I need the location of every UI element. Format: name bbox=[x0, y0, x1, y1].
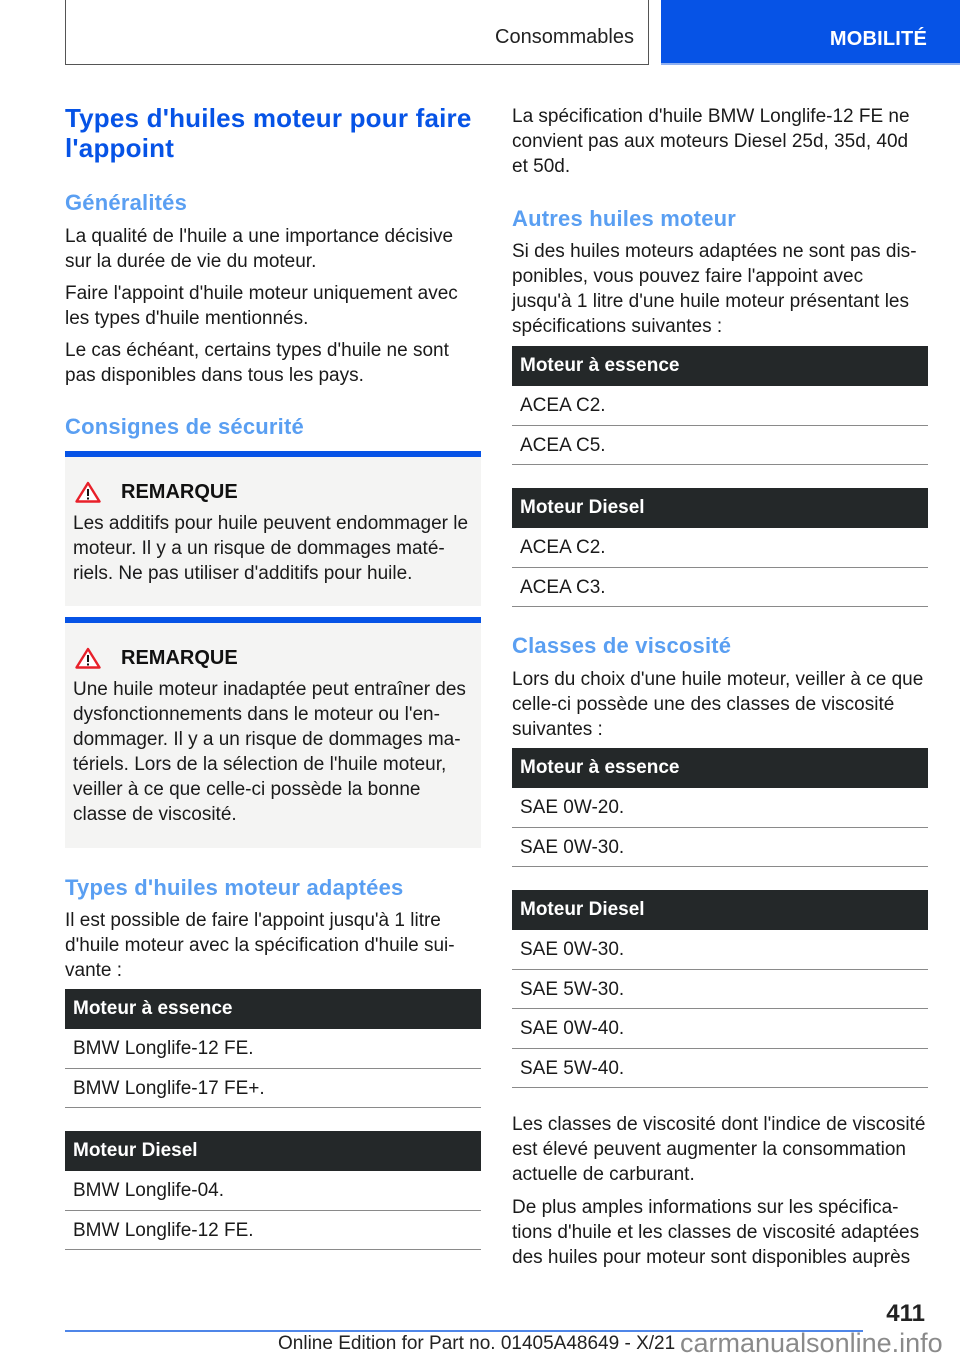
spec-table-diesel bbox=[65, 1131, 481, 1250]
table-header: Moteur à essence bbox=[65, 989, 481, 1029]
table-row: ACEA C5. bbox=[512, 426, 928, 466]
table-row: BMW Longlife-12 FE. bbox=[65, 1029, 481, 1069]
section-title: MOBILITÉ bbox=[829, 28, 927, 50]
table-row: BMW Longlife-17 FE+. bbox=[65, 1069, 481, 1109]
warning-box bbox=[65, 451, 481, 606]
table-row: ACEA C2. bbox=[512, 528, 928, 568]
table-row: SAE 5W-30. bbox=[512, 970, 928, 1010]
table-row: SAE 0W-20. bbox=[512, 788, 928, 828]
table-row: ACEA C3. bbox=[512, 568, 928, 608]
table-row: SAE 5W-40. bbox=[512, 1049, 928, 1089]
viscosity-table-diesel bbox=[512, 890, 928, 1088]
warning-triangle-icon bbox=[75, 481, 101, 503]
edition-info: Online Edition for Part no. 01405A48649 - X/21 bbox=[278, 1333, 676, 1354]
warning-box bbox=[65, 617, 481, 848]
heading-classes-viscosite: Classes de viscosité bbox=[512, 633, 732, 658]
paragraph: La qualité de l'huile a une importance décisive sur la durée de vie du moteur. bbox=[65, 226, 454, 272]
spec-table-essence bbox=[65, 989, 481, 1108]
warning-triangle-icon bbox=[75, 647, 101, 669]
heading-consignes-securite: Consignes de sécurité bbox=[65, 414, 304, 439]
paragraph: Faire l'appoint d'huile moteur uniquement avec les types d'huile mentionnés. bbox=[65, 283, 458, 329]
heading-autres-huiles: Autres huiles moteur bbox=[512, 206, 737, 231]
warning-text: Les additifs pour huile peuvent endommager le moteur. Il y a un risque de dommages matériels. Ne pas utiliser d'additifs pour huile. bbox=[73, 513, 469, 584]
table-header: Moteur Diesel bbox=[65, 1131, 481, 1171]
table-row: SAE 0W-40. bbox=[512, 1009, 928, 1049]
warning-title: REMARQUE bbox=[121, 480, 238, 503]
table-header: Moteur à essence bbox=[512, 346, 928, 386]
warning-text: Une huile moteur inadaptée peut entraîner des dysfonctionnements dans le moteur ou l'endommager. Il y a un risque de dommages matériels. Lors de la sélection de l'huile moteur, veiller à ce que celle-ci possède la bonne classe de viscosité. bbox=[73, 679, 466, 825]
table-row: SAE 0W-30. bbox=[512, 828, 928, 868]
paragraph: Il est possible de faire l'appoint jusqu'à 1 litre d'huile moteur avec la spécification d'huile suivante : bbox=[65, 910, 455, 981]
acea-table-diesel bbox=[512, 488, 928, 607]
section-tab bbox=[661, 0, 960, 65]
warning-title: REMARQUE bbox=[121, 646, 238, 669]
page-number: 411 bbox=[886, 1300, 925, 1327]
page-title-line2: l'appoint bbox=[65, 133, 175, 163]
table-header: Moteur Diesel bbox=[512, 488, 928, 528]
paragraph: Les classes de viscosité dont l'indice de viscosité est élevé peuvent augmenter la consommation actuelle de carburant. bbox=[512, 1114, 926, 1185]
paragraph: Si des huiles moteurs adaptées ne sont pas disponibles, vous pouvez faire l'appoint avec jusqu'à 1 litre d'une huile moteur présentant les spécifications suivantes : bbox=[512, 241, 917, 337]
chapter-title: Consommables bbox=[495, 26, 634, 48]
table-header: Moteur Diesel bbox=[512, 890, 928, 930]
paragraph: Le cas échéant, certains types d'huile ne sont pas disponibles dans tous les pays. bbox=[65, 340, 449, 386]
heading-types-adaptees: Types d'huiles moteur adaptées bbox=[65, 875, 404, 900]
paragraph-intro: La spécification d'huile BMW Longlife-12 FE ne convient pas aux moteurs Diesel 25d, 35d, 40d et 50d. bbox=[512, 106, 910, 177]
table-header: Moteur à essence bbox=[512, 748, 928, 788]
page-title-line1: Types d'huiles moteur pour faire bbox=[65, 103, 472, 133]
chapter-header bbox=[65, 0, 649, 65]
table-row: ACEA C2. bbox=[512, 386, 928, 426]
table-row: SAE 0W-30. bbox=[512, 930, 928, 970]
viscosity-table-essence bbox=[512, 748, 928, 867]
heading-generalites: Généralités bbox=[65, 190, 188, 215]
watermark: carmanualsonline.info bbox=[680, 1328, 943, 1358]
paragraph: De plus amples informations sur les spécifications d'huile et les classes de viscosité adaptées des huiles pour moteur sont disponibles auprès bbox=[512, 1197, 920, 1268]
paragraph: Lors du choix d'une huile moteur, veiller à ce que celle-ci possède une des classes de viscosité suivantes : bbox=[512, 669, 924, 740]
table-row: BMW Longlife-12 FE. bbox=[65, 1211, 481, 1251]
acea-table-essence bbox=[512, 346, 928, 465]
page-title bbox=[65, 103, 472, 163]
table-row: BMW Longlife-04. bbox=[65, 1171, 481, 1211]
